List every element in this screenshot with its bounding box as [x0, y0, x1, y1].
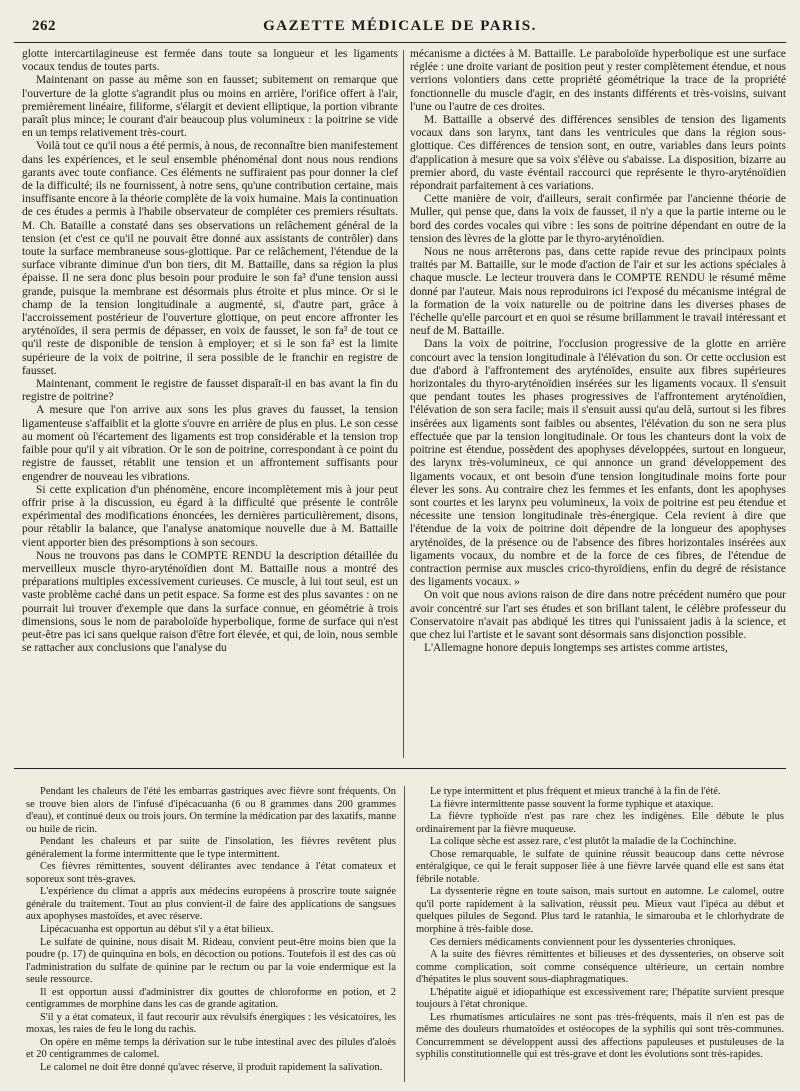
paragraph: glotte intercartilagineuse est fermée dans toute sa longueur et les ligaments vocaux tendus de toutes parts.: [22, 48, 398, 74]
paragraph: La fièvre typhoïde n'est pas rare chez les indigènes. Elle débute le plus ordinairement par la fièvre muqueuse.: [416, 811, 784, 835]
paragraph: Cette manière de voir, d'ailleurs, serait confirmée par l'ancienne théorie de Muller, qui pense que, dans la voix de fausset, il n'y a que la partie interne ou le bord des cordes vocales qui vibre : les sons de poitrine dépendant en outre de la tension des lèvres de la glotte par le thyro-aryténoïdien.: [410, 193, 786, 245]
paragraph: Lipécacuanha est opportun au début s'il y a état bilieux.: [40, 924, 274, 936]
paragraph: On voit que nous avions raison de dire dans notre précédent numéro que pour avoir concentré sur l'art ses études et son brillant talent, le célèbre professeur du Conservatoire n'avait pas abdiqué les titres qui l'unissaient jadis à la science, et que chez lui l'artiste et le savant sont désormais sans disjonction possible.: [410, 589, 786, 641]
paragraph: S'il y a état comateux, il faut recourir aux révulsifs énergiques : les vésicatoires, les moxas, les raies de feu le long du rachis.: [26, 1011, 396, 1036]
paragraph: Chose remarquable, le sulfate de quinine réussit beaucoup dans cette névrose entéralgique, ce qui le ferait supposer liée à une fièvre larvée quand elle est sans état fébrile notable.: [416, 848, 784, 885]
paragraph: Nous ne nous arrêterons pas, dans cette rapide revue des principaux points traités par M. Battaille, sur le mode d'action de l'air et sur les actions spéciales à chaque muscle. Le lecteur trouvera dans le COMPTE RENDU le résumé même donné par l'auteur. Mais nous reproduirons ici l'exposé du mécanisme intégral de la formation de la voix naturelle ou de poitrine dans les diverses phases de l'échelle qu'elle parcourt et en quoi se résume brillamment le travail intéressant et neuf de M. Battaille.: [410, 246, 786, 338]
paragraph: L'hépatite aiguë et idiopathique est excessivement rare; l'hépatite survient presque toujours à l'état chronique.: [416, 986, 784, 1011]
paragraph: A mesure que l'on arrive aux sons les plus graves du fausset, la tension ligamenteuse s'affaiblit et la glotte s'ouvre en arrière de plus en plus. Le son cesse au moment où l'écartement des ligaments est trop considérable et la tension trop faible pour qu'il y ait vibration. Or le son de poitrine, correspondant à ce point du registre de fausset, rétablit une tension et un affrontement suffisants pour engendrer de nouveau les vibrations.: [22, 404, 398, 483]
paragraph: Nous ne trouvons pas dans le COMPTE RENDU la description détaillée du merveilleux muscle thyro-aryténoïdien dont M. Battaille nous a montré des préparations multiples excessivement curieuses. Ce muscle, à lui tout seul, est un vaste problème caché dans un petit espace. Sa forme est des plus savantes : on ne pourrait lui trouver d'exemple que dans la surface connue, en géométrie à trois dimensions, sous le nom de paraboloïde hyperbolique, forme de surface qui n'est peut-être pas ici sans quelque raison d'être fort élevée, et qui, de loin, nous semble se rattacher aux conclusions que l'analyse du: [22, 549, 398, 655]
paragraph: Si cette explication d'un phénomène, encore incomplètement mis à jour peut offrir prise à la discussion, eu égard à la difficulté que présente le contrôle expérimental des modifications énoncées, les dernières particulièrement, disons, pour rétablir la balance, que l'analyse anatomique nouvelle due à M. Battaille vient apporter bien des présomptions à son secours.: [22, 483, 398, 549]
paragraph: Voilà tout ce qu'il nous a été permis, à nous, de reconnaître bien manifestement dans les expériences, et le seul ensemble phénoménal dont nous nous rendions garants avec toute confiance. Ces éléments ne suffiraient pas pour donner la clef de la difficulté; ils ne fournissent, à notre sens, qu'une contribution certaine, mais insuffisante encore à la théorie complète de la voix humaine. Mais la continuation de ces études a permis à l'habile observateur de compléter ces premiers résultats. M. Ch. Bataille a constaté dans ses observations un relâchement général de la tension (et c'est ce qu'il ne pouvait être donné aux assistants de contrôler) dans toute la surface membraneuse sous-glottique. Par ce relâchement, l'étendue de la surface vibrante diminue d'un bon tiers, dit M. Battaille, dans sa région la plus épaisse. Il ne sera donc plus besoin pour produire le son fa³ d'une tension aussi grande, puisque la membrane est désormais plus étroite et plus mince. Or si le champ de la tension longitudinale a augmenté, si, d'autre part, grâce à l'accroissement postérieur de l'ouverture glottique, on peut encore affronter les aryténoïdes, il sera permis de dépasser, en voix de fausset, le son fa³ de tout ce qu'il reste de disponible de tension à employer; et si le son fa³ est la limite supérieure de la voix de poitrine, il sera possible de le franchir en registre de fausset.: [22, 140, 398, 377]
paragraph: La dyssenterie règne en toute saison, mais surtout en automne. Le calomel, outre qu'il porte rapidement à la salivation, réussit peu. Mieux vaut l'ipéca au début et quelques pilules de Segond. Plus tard le ratanhia, le simarouba et le chlorhydrate de morphine à très-faible dose.: [416, 886, 784, 936]
paragraph: Le sulfate de quinine, nous disait M. Rideau, convient peut-être moins bien que la poudre (p. 17) de quinquina en bols, en décoction ou potions. Toutefois il est des cas où l'administration du sulfate de quinine par le rectum ou par la voie endermique est la seule ressource.: [26, 936, 396, 986]
paragraph: Maintenant, comment le registre de fausset disparaît-il en bas avant la fin du registre de poitrine?: [22, 378, 398, 404]
paragraph: Ces fièvres rémittentes, souvent délirantes avec tendance à l'état comateux et soporeux sont très-graves.: [26, 861, 396, 885]
feuilleton-column-divider: [404, 786, 405, 1082]
journal-title: GAZETTE MÉDICALE DE PARIS.: [263, 18, 537, 34]
paragraph: M. Battaille a observé des différences sensibles de tension des ligaments vocaux dans son larynx, tant dans les ventricules que dans la région sous-glottique. Ces différences de tension sont, en outre, variables dans leurs points d'application à mesure que sa voix s'élève ou s'abaisse. La disposition, bizarre au premier abord, du vaste événtail raccourci que représente le thyro-aryténoïdien répondrait parfaitement à ces variations.: [410, 114, 786, 193]
paragraph: Il est opportun aussi d'administrer dix gouttes de chloroforme en potion, et 2 centigrammes de morphine dans les cas de grande agitation.: [26, 986, 396, 1011]
paragraph: Les rhumatismes articulaires ne sont pas très-fréquents, mais il n'en est pas de même des douleurs rhumatoïdes et ostéocopes de la syphilis qui sont très-communes. Concurremment se développent aussi des affections papuleuses et pustuleuses de la syphilis constitutionnelle qui est très-grave et dont les évolutions sont très-rapides.: [416, 1011, 784, 1061]
paragraph: On opère en même temps la dérivation sur le tube intestinal avec des pilules d'aloès et 20 centigrammes de calomel.: [26, 1036, 396, 1061]
paragraph: L'expérience du climat a appris aux médecins européens à proscrire toute saignée générale du traitement. Tout au plus convient-il de faire des applications de sangsues aux apophyses mastoïdes, et avec réserve.: [26, 886, 396, 923]
paragraph: Dans la voix de poitrine, l'occlusion progressive de la glotte en arrière concourt avec la tension longitudinale à l'élévation du son. Or cette occlusion est due d'abord à l'affrontement des aryténoïdes, ensuite aux fibres supérieures horizontales du thyro-aryténoïdien insérées sur les ligaments vocaux. Il s'ensuit que pendant toutes les phases progressives de l'affrontement aryténoïdien, l'élévation de son sera facile; mais il s'ensuit aussi qu'au delà, surtout si les fibres insérées aux ligaments sont faibles ou absentes, l'élévation du son ne sera plus effectuée que par la tension longitudinale. Or tous les chanteurs dont la voix de poitrine est étendue, possèdent des apophyses développées, surtout en longueur, des larynx très-volumineux, ce qui annonce un grand développement des ligaments vocaux, et ont besoin d'une tension longitudinale moins forte pour élever les sons. Au contraire chez les femmes et les enfants, dont les apophyses sont courtes et les larynx peu volumineux, la voix de poitrine est peu étendue et nécessite une tension longitudinale très-énergique. Cela revient à dire que l'étendue de la voix de poitrine doit dépendre de la longueur des apophyses aryténoïdes, de la présence ou de l'absence des fibres horizontales insérées aux ligaments vocaux, du nombre et de la force de ces fibres, de l'étendue de contraction permise aux muscles crico-thyroïdiens, enfin du degré de résistance des ligaments vocaux. »: [410, 338, 786, 589]
paragraph: Le type intermittent et plus fréquent et mieux tranché à la fin de l'été.: [430, 786, 721, 797]
paragraph: A la suite des fièvres rémittentes et bilieuses et des dyssenteries, on observe soit comme complication, soit comme conséquence ultérieure, un certain nombre d'hépatites le plus souvent sous-diaphragmatiques.: [416, 949, 784, 986]
feuilleton-column-left: [26, 786, 396, 1084]
paragraph: mécanisme a dictées à M. Battaille. Le paraboloïde hyperbolique est une surface réglée : une droite variant de position peut y rester complètement étendue, et nous verrions volontiers dans cette propriété géométrique la trace de la propriété fonctionnelle du muscle d'agir, en des instants différents et très-voisins, suivant l'une ou l'autre de ces droites.: [410, 48, 786, 113]
main-column-right: [410, 48, 786, 762]
feuilleton-column-right: [416, 786, 784, 1084]
main-column-left: [22, 48, 398, 762]
feuilleton-divider: [14, 768, 786, 769]
paragraph: Le calomel ne doit être donné qu'avec réserve, il produit rapidement la salivation.: [40, 1062, 383, 1074]
paragraph: Maintenant on passe au même son en fausset; subitement on remarque que l'ouverture de la glotte s'agrandit plus ou moins en arrière, l'orifice offert à l'air, premièrement linéaire, filiforme, s'élargit et devient elliptique, la portion vibrante paraît plus mince; le courant d'air beaucoup plus volumineux : la poitrine se vide en un temps relativement très-court.: [22, 74, 398, 140]
paragraph: La colique sèche est assez rare, c'est plutôt la maladie de la Cochinchine.: [430, 836, 737, 848]
page-header: [14, 14, 786, 43]
paragraph: La fièvre intermittente passe souvent la forme typhique et ataxique.: [430, 798, 714, 810]
paragraph: Ces derniers médicaments conviennent pour les dyssenteries chroniques.: [430, 936, 736, 948]
paragraph: Pendant les chaleurs de l'été les embarras gastriques avec fièvre sont fréquents. On se trouve bien alors de l'infusé d'ipécacuanha (6 ou 8 grammes dans 200 grammes d'eau), et continué deux ou trois jours. On termine la médication par des laxatifs, manne ou huile de ricin.: [26, 786, 396, 835]
paragraph: L'Allemagne honore depuis longtemps ses artistes comme artistes,: [424, 642, 728, 655]
paragraph: Pendant les chaleurs et par suite de l'insolation, les fièvres revêtent plus généralement la forme intermittente que le type intermittent.: [26, 836, 396, 860]
column-divider: [403, 50, 404, 758]
page-number: 262: [32, 18, 56, 34]
